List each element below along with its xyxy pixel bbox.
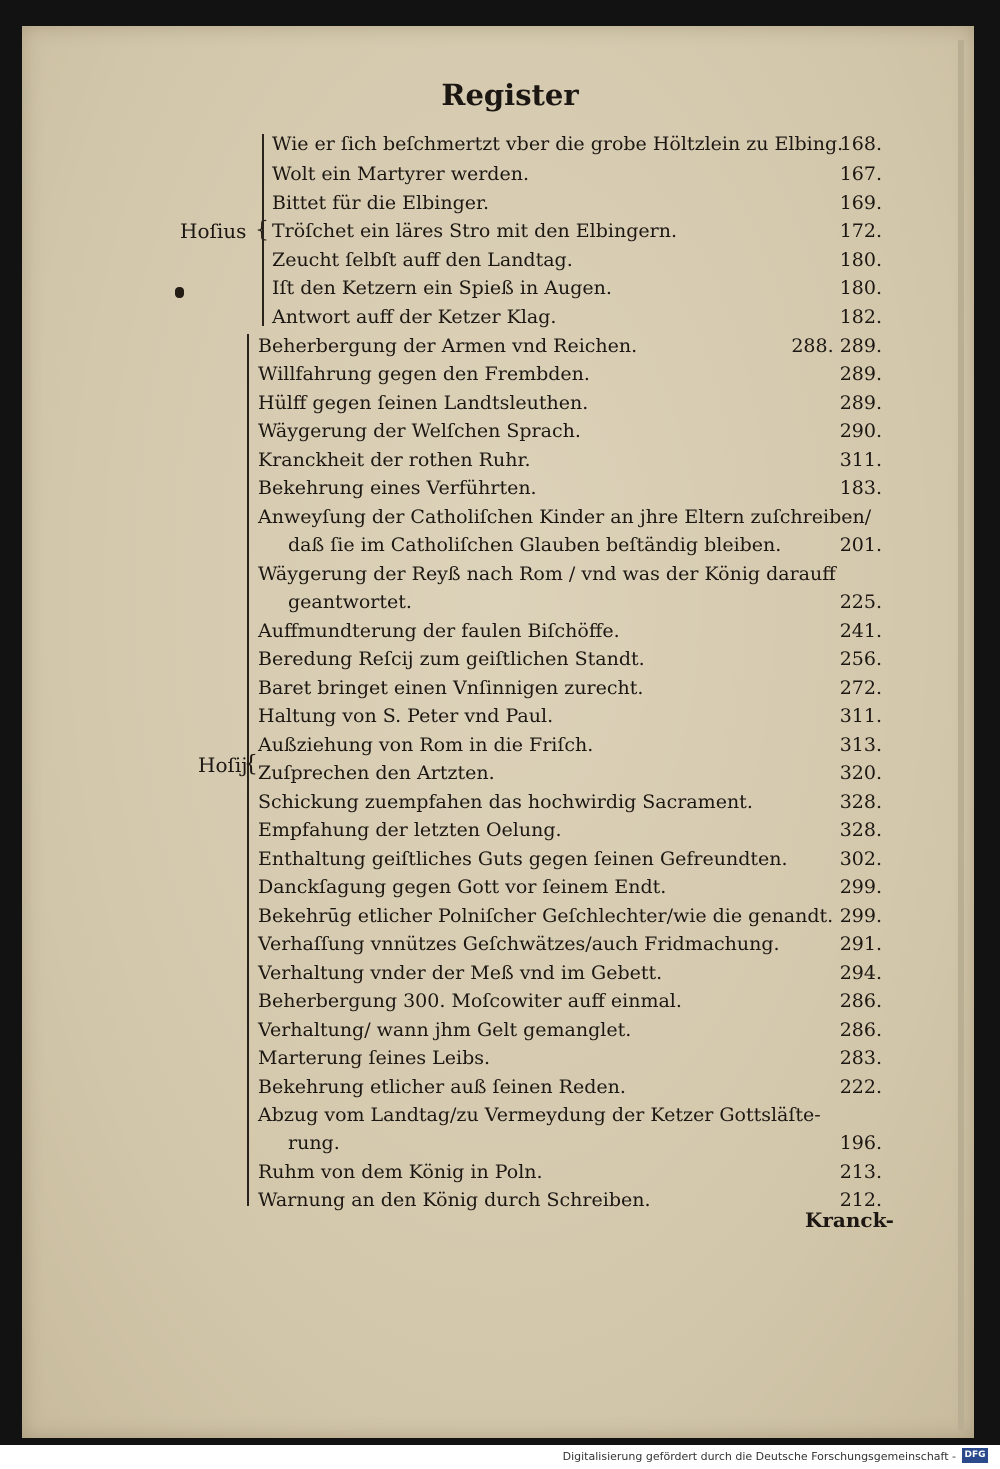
group-label-hosius: Hoſius	[180, 219, 247, 243]
index-entry	[272, 160, 882, 188]
group-label-hosij: Hoſij	[198, 753, 248, 777]
index-entry	[258, 873, 882, 901]
index-entry	[258, 1044, 882, 1072]
page-reference: 241.	[839, 620, 882, 642]
dfg-logo: DFG	[962, 1448, 988, 1463]
page-reference: 222.	[839, 1076, 882, 1098]
index-entry	[258, 1101, 882, 1129]
page-reference: 302.	[839, 848, 882, 870]
entry-text: geantwortet.	[288, 591, 412, 613]
page-reference: 320.	[839, 762, 882, 784]
page-reference: 225.	[839, 591, 882, 613]
page-reference: 212.	[839, 1189, 882, 1211]
entry-text: Beherbergung 300. Moſcowiter auff einmal.	[258, 990, 682, 1012]
entry-text: rung.	[288, 1132, 340, 1154]
index-entry	[272, 189, 882, 217]
entry-text: Bekehrung etlicher auß ſeinen Reden.	[258, 1076, 626, 1098]
entry-text: Ruhm von dem König in Poln.	[258, 1161, 543, 1183]
index-entry	[258, 560, 882, 588]
entry-text: daß ſie im Catholiſchen Glauben beſtändig bleiben.	[288, 534, 782, 556]
page-reference: 256.	[839, 648, 882, 670]
entry-text: Antwort auff der Ketzer Klag.	[272, 306, 557, 328]
entry-text: Verhaltung/ wann jhm Gelt gemanglet.	[258, 1019, 632, 1041]
index-entry	[258, 930, 882, 958]
page-reference: 299.	[839, 876, 882, 898]
brace-glyph: {	[244, 752, 258, 777]
entry-text: Bekehrung eines Verführten.	[258, 477, 537, 499]
index-entry	[258, 617, 882, 645]
page-reference: 288. 289.	[791, 335, 882, 357]
entry-text: Beherbergung der Armen vnd Reichen.	[258, 335, 638, 357]
index-entry-continuation	[288, 588, 882, 616]
index-entry	[258, 417, 882, 445]
index-entry	[258, 474, 882, 502]
entry-text: Haltung von S. Peter vnd Paul.	[258, 705, 554, 727]
entry-text: Wäygerung der Reyß nach Rom / vnd was der König darauff	[258, 563, 836, 585]
catchword: Kranck-	[805, 1208, 894, 1232]
entry-text: Zuſprechen den Artzten.	[258, 762, 495, 784]
entry-text: Warnung an den König durch Schreiben.	[258, 1189, 651, 1211]
entry-text: Anweyſung der Catholiſchen Kinder an jhre Eltern zuſchreiben/	[258, 506, 872, 528]
page-reference: 196.	[839, 1132, 882, 1154]
entry-text: Bittet für die Elbinger.	[272, 192, 490, 214]
index-entry	[258, 645, 882, 673]
entry-text: Hülff gegen ſeinen Landtsleuthen.	[258, 392, 589, 414]
page-reference: 328.	[839, 819, 882, 841]
entry-text: Marterung ſeines Leibs.	[258, 1047, 491, 1069]
footer-credit: Digitalisierung gefördert durch die Deutsche Forschungsgemeinschaft -	[562, 1450, 956, 1463]
index-entry	[272, 274, 882, 302]
index-entry	[272, 246, 882, 274]
index-entry	[258, 1073, 882, 1101]
page-reference: 313.	[839, 734, 882, 756]
index-entry	[258, 446, 882, 474]
page-reference: 289.	[839, 392, 882, 414]
index-entry	[258, 816, 882, 844]
index-entry	[258, 389, 882, 417]
entry-text: Beredung Reſcij zum geiſtlichen Standt.	[258, 648, 645, 670]
entry-text: Zeucht ſelbſt auff den Landtag.	[272, 249, 573, 271]
entry-text: Auffmundterung der faulen Biſchöffe.	[258, 620, 620, 642]
page-reference: 291.	[839, 933, 882, 955]
index-entry	[258, 759, 882, 787]
entry-text: Wolt ein Martyrer werden.	[272, 163, 529, 185]
index-entry	[258, 987, 882, 1015]
entry-text: Abzug vom Landtag/zu Vermeydung der Ketzer Gottsläſte-	[258, 1104, 821, 1126]
page-reference: 167.	[839, 163, 882, 185]
entry-text: Tröſchet ein läres Stro mit den Elbingern.	[272, 220, 677, 242]
entry-text: Danckſagung gegen Gott vor ſeinem Endt.	[258, 876, 667, 898]
page-reference: 213.	[839, 1161, 882, 1183]
page-reference: 201.	[839, 534, 882, 556]
page-reference: 172.	[839, 220, 882, 242]
page-reference: 290.	[839, 420, 882, 442]
index-entry	[258, 1186, 882, 1214]
entry-text: Wäygerung der Welſchen Sprach.	[258, 420, 581, 442]
entry-text: Schickung zuempfahen das hochwirdig Sacrament.	[258, 791, 753, 813]
entry-text: Enthaltung geiſtliches Guts gegen ſeinen Gefreundten.	[258, 848, 788, 870]
entry-text: Verhaſſung vnnützes Geſchwätzes/auch Fridmachung.	[258, 933, 780, 955]
page-reference: 183.	[839, 477, 882, 499]
index-entry	[258, 332, 882, 360]
page-reference: 328.	[839, 791, 882, 813]
page-reference: 311.	[839, 705, 882, 727]
page-reference: 294.	[839, 962, 882, 984]
index-entry	[258, 959, 882, 987]
index-entry	[258, 731, 882, 759]
entry-text: Baret bringet einen Vnſinnigen zurecht.	[258, 677, 644, 699]
page-reference: 272.	[839, 677, 882, 699]
page-reference: 180.	[839, 249, 882, 271]
index-entry-continuation	[288, 531, 882, 559]
ink-blot	[175, 287, 184, 298]
page-reference: 182.	[839, 306, 882, 328]
running-head: Register	[441, 78, 579, 112]
index-entry	[258, 845, 882, 873]
bracket-group-1	[262, 134, 264, 326]
index-entry	[258, 674, 882, 702]
index-entry	[258, 702, 882, 730]
index-entry	[272, 130, 882, 158]
brace-glyph: {	[255, 218, 269, 243]
entry-text: Verhaltung vnder der Meß vnd im Gebett.	[258, 962, 663, 984]
page-reference: 180.	[839, 277, 882, 299]
entry-text: Willfahrung gegen den Frembden.	[258, 363, 590, 385]
index-entry-continuation	[288, 1129, 882, 1157]
entry-text: Kranckheit der rothen Ruhr.	[258, 449, 531, 471]
index-entry	[272, 303, 882, 331]
index-entry	[272, 217, 882, 245]
index-entry	[258, 360, 882, 388]
index-entry	[258, 1158, 882, 1186]
page-reference: 283.	[839, 1047, 882, 1069]
page-reference: 289.	[839, 363, 882, 385]
page-reference: 286.	[839, 990, 882, 1012]
entry-text: Empfahung der letzten Oelung.	[258, 819, 562, 841]
index-entry	[258, 1016, 882, 1044]
page-reference: 169.	[839, 192, 882, 214]
index-entry	[258, 788, 882, 816]
entry-text: Iſt den Ketzern ein Spieß in Augen.	[272, 277, 612, 299]
page-reference: 299.	[839, 905, 882, 927]
page-edge	[958, 40, 964, 1430]
index-entry	[258, 902, 882, 930]
entry-text: Bekehrūg etlicher Polniſcher Geſchlechter/wie die genandt.	[258, 905, 834, 927]
entry-text: Außziehung von Rom in die Friſch.	[258, 734, 594, 756]
page-reference: 168.	[839, 133, 882, 155]
page-reference: 286.	[839, 1019, 882, 1041]
entry-text: Wie er ſich beſchmertzt vber die grobe Höltzlein zu Elbing.	[272, 133, 844, 155]
index-entry	[258, 503, 882, 531]
page-reference: 311.	[839, 449, 882, 471]
